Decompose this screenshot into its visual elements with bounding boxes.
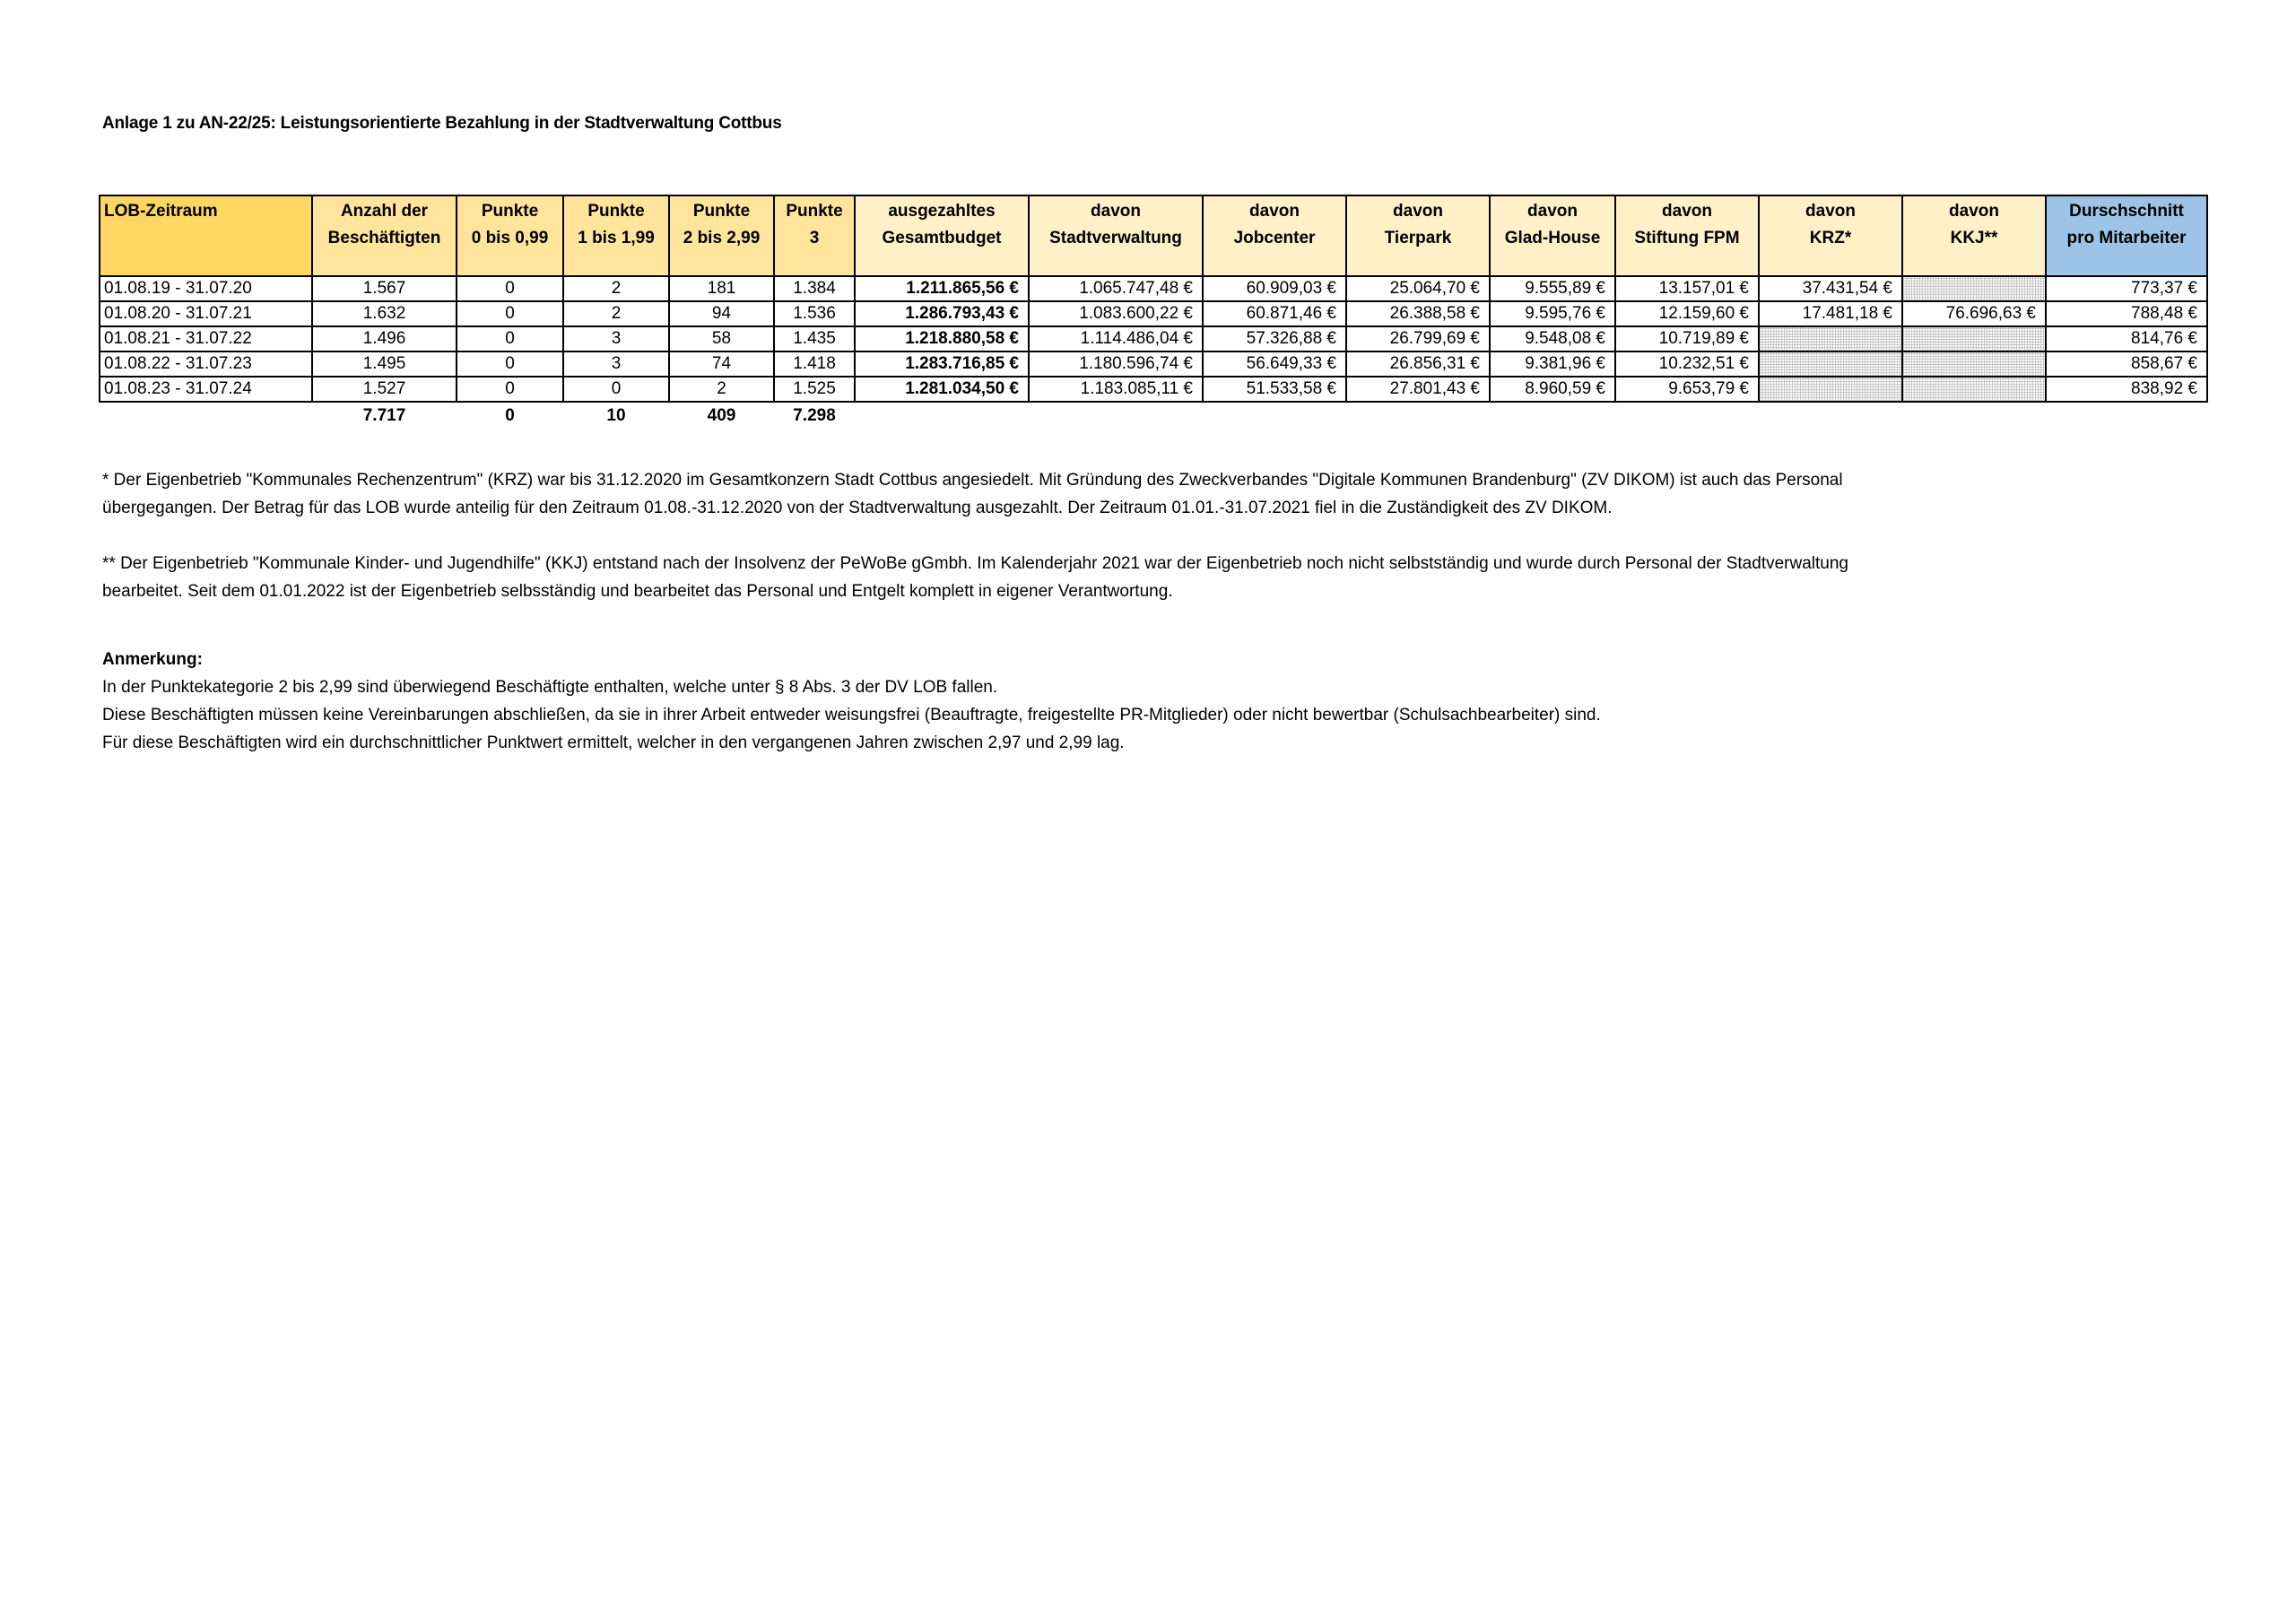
cell-tierpark: 26.388,58 € [1346,301,1490,326]
header-kkj: davon KKJ** [1902,195,2046,276]
header-total-budget: ausgezahltes Gesamtbudget [855,195,1029,276]
cell-points-1: 2 [563,301,669,326]
cell-average: 788,48 € [2046,301,2207,326]
header-jobcenter: davon Jobcenter [1203,195,1346,276]
cell-total-budget: 1.218.880,58 € [855,326,1029,352]
cell-average: 858,67 € [2046,352,2207,377]
cell-employees: 1.632 [312,301,457,326]
cell-employees: 1.567 [312,276,457,301]
cell-points-1: 3 [563,326,669,352]
totals-filler [855,402,2207,430]
header-points-3: Punkte 3 [774,195,855,276]
cell-period: 01.08.21 - 31.07.22 [100,326,312,352]
cell-points-2: 94 [669,301,774,326]
cell-period: 01.08.23 - 31.07.24 [100,377,312,402]
table-row [100,326,2207,352]
cell-points-3: 1.418 [774,352,855,377]
remark-line-3: Für diese Beschäftigten wird ein durchschnittlicher Punktwert ermittelt, welcher in den vergangenen Jahren zwischen 2,97 und 2,99 lag. [102,733,1125,752]
cell-points-0: 0 [457,276,563,301]
cell-points-2: 74 [669,352,774,377]
totals-row [100,402,2207,430]
cell-points-2: 2 [669,377,774,402]
cell-average: 773,37 € [2046,276,2207,301]
total-employees: 7.717 [362,406,406,425]
cell-points-1: 0 [563,377,669,402]
footnote-kkj-line-2: bearbeitet. Seit dem 01.01.2022 ist der Eigenbetrieb selbsständig und bearbeitet das Personal und Entgelt komplett in eigener Verantwortung. [102,582,1173,601]
cell-stadtverwaltung: 1.114.486,04 € [1029,326,1203,352]
cell-stiftung-fpm: 13.157,01 € [1615,276,1759,301]
cell-tierpark: 25.064,70 € [1346,276,1490,301]
cell-points-3: 1.536 [774,301,855,326]
cell-tierpark: 26.799,69 € [1346,326,1490,352]
cell-stiftung-fpm: 12.159,60 € [1615,301,1759,326]
cell-krz-empty-hatched [1759,326,1902,352]
header-employees: Anzahl der Beschäftigten [312,195,457,276]
cell-stadtverwaltung: 1.065.747,48 € [1029,276,1203,301]
table-row [100,352,2207,377]
cell-period: 01.08.19 - 31.07.20 [100,276,312,301]
cell-tierpark: 26.856,31 € [1346,352,1490,377]
cell-period: 01.08.22 - 31.07.23 [100,352,312,377]
cell-points-3: 1.525 [774,377,855,402]
cell-kkj-empty-hatched [1902,377,2046,402]
cell-glad-house: 9.548,08 € [1490,326,1615,352]
cell-average: 814,76 € [2046,326,2207,352]
total-points-0: 0 [505,406,515,425]
cell-glad-house: 9.555,89 € [1490,276,1615,301]
cell-points-0: 0 [457,326,563,352]
cell-total-budget: 1.283.716,85 € [855,352,1029,377]
cell-glad-house: 9.381,96 € [1490,352,1615,377]
lob-table [99,195,2208,430]
remark-line-2: Diese Beschäftigten müssen keine Vereinbarungen abschließen, da sie in ihrer Arbeit entweder weisungsfrei (Beauftragte, freigestellte PR-Mitglieder) oder nicht bewertbar (Schulsachbearbeiter) sind. [102,706,1601,725]
document-title: Anlage 1 zu AN-22/25: Leistungsorientierte Bezahlung in der Stadtverwaltung Cottbus [102,114,782,133]
table-row [100,301,2207,326]
header-tierpark: davon Tierpark [1346,195,1490,276]
header-stadtverwaltung: davon Stadtverwaltung [1029,195,1203,276]
table-body [100,276,2207,430]
table-row [100,276,2207,301]
cell-employees: 1.495 [312,352,457,377]
cell-period: 01.08.20 - 31.07.21 [100,301,312,326]
cell-glad-house: 9.595,76 € [1490,301,1615,326]
remark-heading: Anmerkung: [102,650,203,669]
header-period: LOB-Zeitraum [100,195,312,276]
cell-total-budget: 1.286.793,43 € [855,301,1029,326]
cell-stiftung-fpm: 10.232,51 € [1615,352,1759,377]
cell-tierpark: 27.801,43 € [1346,377,1490,402]
header-krz: davon KRZ* [1759,195,1902,276]
cell-kkj-empty-hatched [1902,352,2046,377]
footnote-krz-line-2: übergegangen. Der Betrag für das LOB wurde anteilig für den Zeitraum 01.08.-31.12.2020 von der Stadtverwaltung ausgezahlt. Der Zeitraum 01.01.-31.07.2021 fiel in die Zuständigkeit des ZV DIKOM. [102,499,1613,517]
total-points-2: 409 [707,406,736,425]
totals-spacer [100,402,312,430]
footnote-krz-line-1: * Der Eigenbetrieb "Kommunales Rechenzentrum" (KRZ) war bis 31.12.2020 im Gesamtkonzern Stadt Cottbus angesiedelt. Mit Gründung des Zweckverbandes "Digitale Kommunen Brandenburg" (ZV DIKOM) ist auch das Personal [102,471,1843,490]
cell-employees: 1.527 [312,377,457,402]
cell-points-0: 0 [457,301,563,326]
total-points-1: 10 [606,406,626,425]
cell-points-2: 181 [669,276,774,301]
cell-total-budget: 1.211.865,56 € [855,276,1029,301]
cell-kkj-empty-hatched [1902,276,2046,301]
cell-points-0: 0 [457,377,563,402]
cell-total-budget: 1.281.034,50 € [855,377,1029,402]
cell-points-0: 0 [457,352,563,377]
cell-stiftung-fpm: 9.653,79 € [1615,377,1759,402]
cell-jobcenter: 57.326,88 € [1203,326,1346,352]
table-row [100,377,2207,402]
cell-points-1: 2 [563,276,669,301]
cell-jobcenter: 51.533,58 € [1203,377,1346,402]
footnote-kkj-line-1: ** Der Eigenbetrieb "Kommunale Kinder- und Jugendhilfe" (KKJ) entstand nach der Insolvenz der PeWoBe gGmbh. Im Kalenderjahr 2021 war der Eigenbetrieb noch nicht selbstständig und wurde durch Personal der Stadtverwaltung [102,554,1848,573]
cell-points-1: 3 [563,352,669,377]
cell-employees: 1.496 [312,326,457,352]
header-glad-house: davon Glad-House [1490,195,1615,276]
cell-krz-empty-hatched [1759,377,1902,402]
cell-stiftung-fpm: 10.719,89 € [1615,326,1759,352]
cell-krz: 37.431,54 € [1759,276,1902,301]
cell-glad-house: 8.960,59 € [1490,377,1615,402]
cell-stadtverwaltung: 1.180.596,74 € [1029,352,1203,377]
total-points-3: 7.298 [793,406,836,425]
header-points-1: Punkte 1 bis 1,99 [563,195,669,276]
cell-jobcenter: 56.649,33 € [1203,352,1346,377]
cell-krz: 17.481,18 € [1759,301,1902,326]
footnote-krz [102,466,2165,522]
table-header [100,195,2207,276]
cell-krz-empty-hatched [1759,352,1902,377]
remark-section [102,646,2165,757]
footnote-kkj [102,550,2165,605]
header-stiftung-fpm: davon Stiftung FPM [1615,195,1759,276]
cell-jobcenter: 60.909,03 € [1203,276,1346,301]
cell-points-3: 1.384 [774,276,855,301]
cell-stadtverwaltung: 1.183.085,11 € [1029,377,1203,402]
cell-points-2: 58 [669,326,774,352]
remark-line-1: In der Punktekategorie 2 bis 2,99 sind überwiegend Beschäftigte enthalten, welche unter § 8 Abs. 3 der DV LOB fallen. [102,678,998,697]
cell-jobcenter: 60.871,46 € [1203,301,1346,326]
header-points-0: Punkte 0 bis 0,99 [457,195,563,276]
header-average: Durschschnitt pro Mitarbeiter [2046,195,2207,276]
cell-kkj-empty-hatched [1902,326,2046,352]
cell-stadtverwaltung: 1.083.600,22 € [1029,301,1203,326]
cell-kkj: 76.696,63 € [1902,301,2046,326]
cell-points-3: 1.435 [774,326,855,352]
header-points-2: Punkte 2 bis 2,99 [669,195,774,276]
cell-average: 838,92 € [2046,377,2207,402]
